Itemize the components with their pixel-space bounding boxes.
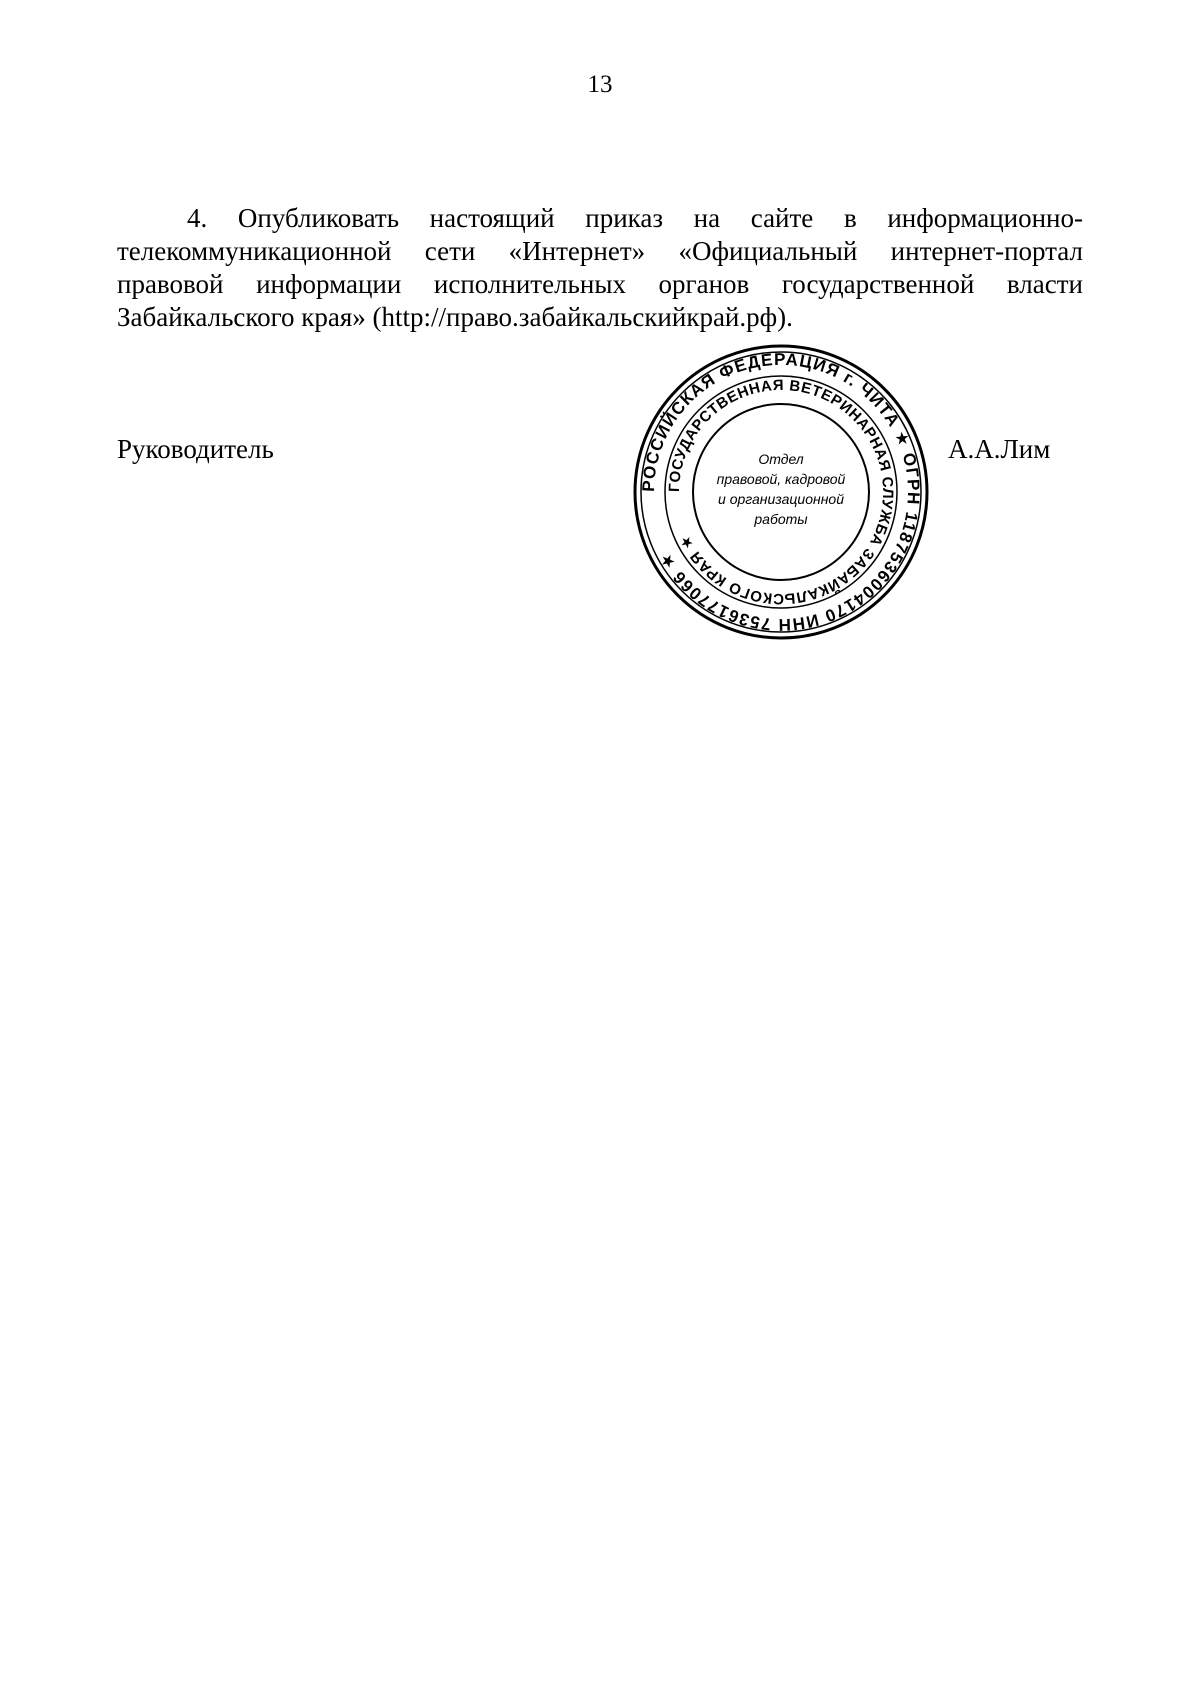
signature-role: Руководитель	[117, 434, 274, 464]
signature-name: А.А.Лим	[948, 434, 1051, 464]
stamp-center-line: Отдел	[758, 451, 804, 467]
stamp-center-line: правовой, кадровой	[716, 471, 846, 487]
page-number: 13	[587, 71, 613, 98]
official-stamp	[631, 342, 931, 642]
stamp-inner-text: ГОСУДАРСТВЕННАЯ ВЕТЕРИНАРНАЯ СЛУЖБА ЗАБАЙКАЛЬСКОГО КРАЯ ★	[665, 376, 897, 608]
stamp-outer-text: РОССИЙСКАЯ ФЕДЕРАЦИЯ г. ЧИТА ★ ОГРН 1187536004170 ИНН 7536177066 ★	[638, 349, 924, 635]
stamp-center-line: работы	[754, 511, 808, 527]
body-paragraph: 4. Опубликовать настоящий приказ на сайте в информационно-телекоммуникационной сети «Интернет» «Официальный интернет-портал правовой информации исполнительных органов государственной власти Забайкальского края» (http://право.забайкальскийкрай.рф).	[117, 203, 1083, 332]
stamp-center-line: и организационной	[718, 491, 844, 507]
